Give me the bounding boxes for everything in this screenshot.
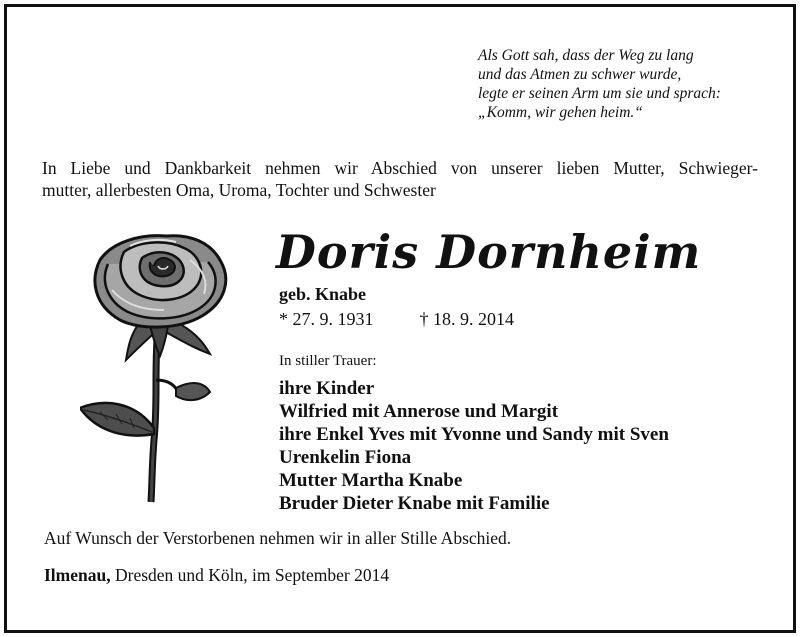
birth-date: * 27. 9. 1931 [279, 309, 374, 329]
life-dates [279, 309, 514, 330]
rose-icon [80, 230, 240, 505]
list-item: Bruder Dieter Knabe mit Familie [279, 493, 550, 514]
intro-text [42, 157, 758, 201]
poem [478, 46, 721, 122]
death-date: † 18. 9. 2014 [419, 309, 514, 329]
mourning-heading: In stiller Trauer: [279, 353, 377, 369]
poem-line: „Komm, wir gehen heim.“ [478, 104, 643, 121]
maiden-name: geb. Knabe [279, 284, 367, 304]
list-item: ihre Kinder [279, 378, 375, 399]
list-item: Wilfried mit Annerose und Margit [279, 401, 559, 422]
place-date [44, 565, 389, 586]
poem-line: Als Gott sah, dass der Weg zu lang [478, 47, 694, 64]
deceased-name: Doris Dornheim [276, 225, 702, 279]
poem-line: legte er seinen Arm um sie und sprach: [478, 85, 721, 102]
closing-note: Auf Wunsch der Verstorbenen nehmen wir in aller Stille Abschied. [44, 528, 512, 548]
list-item: Urenkelin Fiona [279, 447, 412, 468]
list-item: ihre Enkel Yves mit Yvonne und Sandy mit Sven [279, 424, 669, 445]
place-city: Ilmenau, [44, 565, 111, 585]
intro-line: In Liebe und Dankbarkeit nehmen wir Abschied von unserer lieben Mutter, Schwieger- [42, 158, 758, 178]
place-rest: Dresden und Köln, im September 2014 [110, 565, 390, 585]
list-item: Mutter Martha Knabe [279, 470, 463, 491]
mourners-list [279, 377, 669, 515]
poem-line: und das Atmen zu schwer wurde, [478, 66, 682, 83]
intro-line: mutter, allerbesten Oma, Uroma, Tochter und Schwester [42, 180, 436, 200]
